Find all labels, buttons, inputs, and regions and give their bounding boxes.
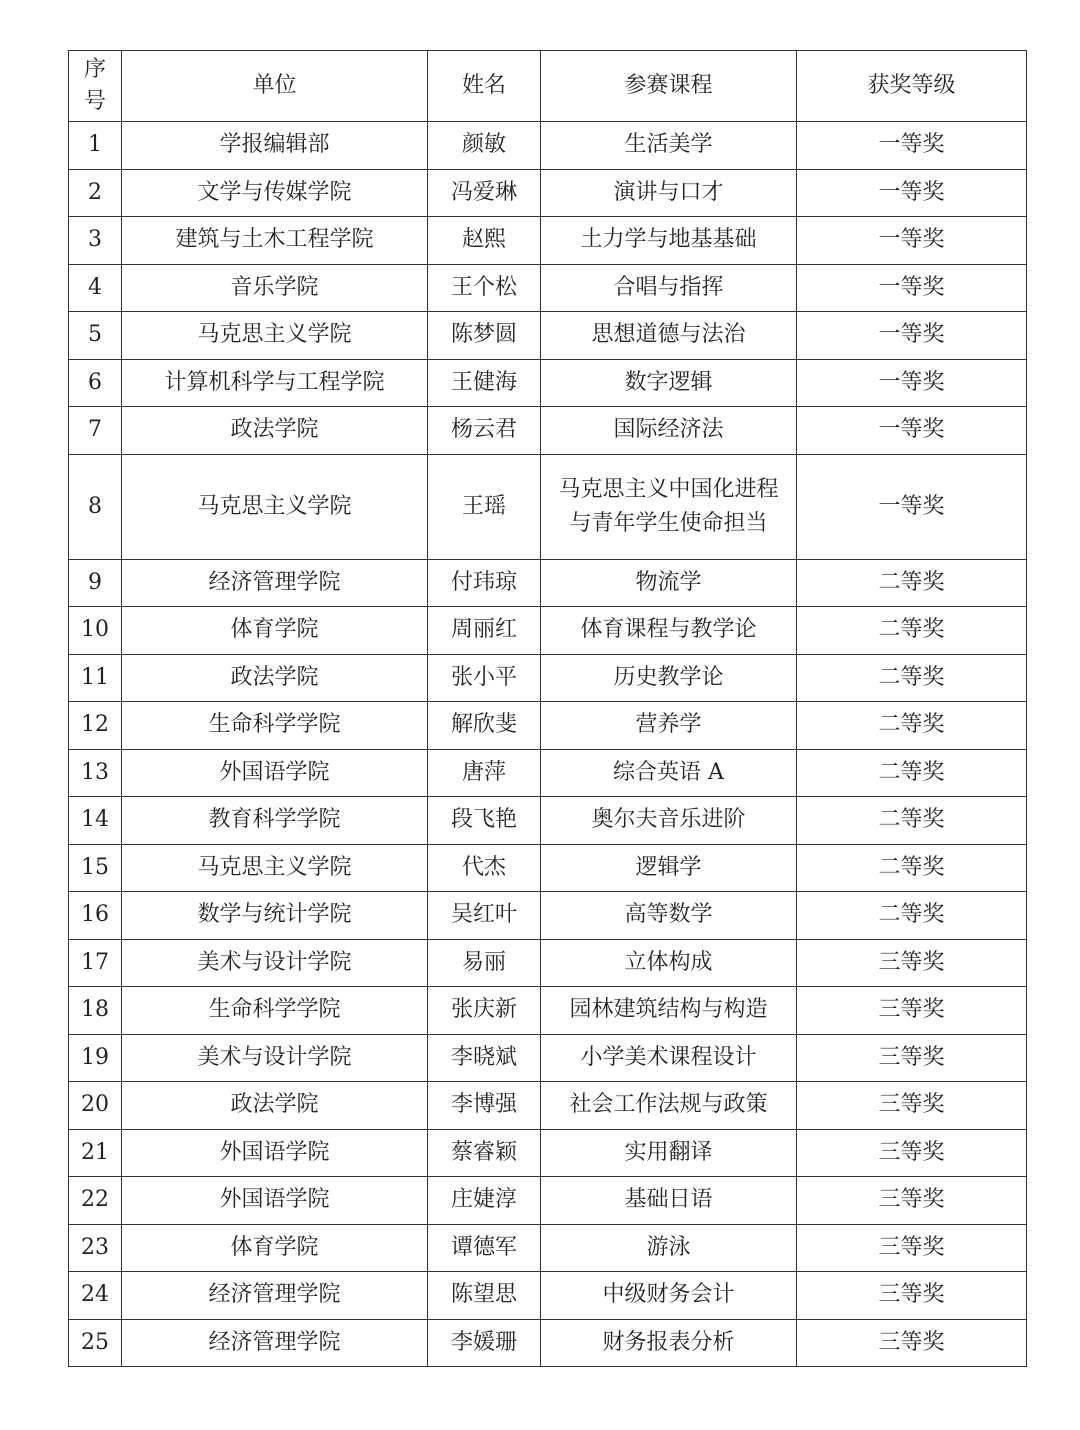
cell-unit: 马克思主义学院	[122, 312, 428, 360]
cell-level: 一等奖	[797, 407, 1027, 455]
cell-level: 三等奖	[797, 1177, 1027, 1225]
cell-course: 合唱与指挥	[541, 264, 797, 312]
cell-no: 21	[69, 1129, 122, 1177]
table-row	[69, 1319, 1027, 1367]
cell-unit: 马克思主义学院	[122, 844, 428, 892]
cell-name: 谭德军	[428, 1224, 541, 1272]
cell-no: 18	[69, 987, 122, 1035]
cell-course: 实用翻译	[541, 1129, 797, 1177]
table-row	[69, 654, 1027, 702]
cell-course: 国际经济法	[541, 407, 797, 455]
cell-unit: 美术与设计学院	[122, 939, 428, 987]
cell-course: 演讲与口才	[541, 169, 797, 217]
cell-course: 土力学与地基基础	[541, 217, 797, 265]
table-body	[69, 122, 1027, 1367]
cell-unit: 政法学院	[122, 654, 428, 702]
cell-name: 易丽	[428, 939, 541, 987]
cell-name: 庄婕淳	[428, 1177, 541, 1225]
header-name: 姓名	[428, 51, 541, 122]
header-course: 参赛课程	[541, 51, 797, 122]
cell-level: 三等奖	[797, 939, 1027, 987]
cell-name: 解欣斐	[428, 702, 541, 750]
cell-unit: 外国语学院	[122, 749, 428, 797]
cell-course: 历史教学论	[541, 654, 797, 702]
cell-level: 二等奖	[797, 702, 1027, 750]
award-table	[68, 50, 1027, 1367]
cell-no: 14	[69, 797, 122, 845]
cell-no: 23	[69, 1224, 122, 1272]
cell-no: 3	[69, 217, 122, 265]
cell-unit: 经济管理学院	[122, 1272, 428, 1320]
cell-name: 王健海	[428, 359, 541, 407]
table-row	[69, 844, 1027, 892]
cell-level: 三等奖	[797, 1082, 1027, 1130]
cell-unit: 外国语学院	[122, 1129, 428, 1177]
cell-no: 1	[69, 122, 122, 170]
cell-course	[541, 454, 797, 559]
cell-name: 陈望思	[428, 1272, 541, 1320]
cell-unit: 计算机科学与工程学院	[122, 359, 428, 407]
table-row	[69, 1272, 1027, 1320]
cell-no: 7	[69, 407, 122, 455]
table-row	[69, 749, 1027, 797]
cell-level: 二等奖	[797, 559, 1027, 607]
table-row	[69, 702, 1027, 750]
cell-name: 代杰	[428, 844, 541, 892]
cell-course: 社会工作法规与政策	[541, 1082, 797, 1130]
cell-course: 体育课程与教学论	[541, 607, 797, 655]
cell-unit: 经济管理学院	[122, 1319, 428, 1367]
cell-course: 园林建筑结构与构造	[541, 987, 797, 1035]
cell-unit: 体育学院	[122, 1224, 428, 1272]
cell-course: 综合英语 A	[541, 749, 797, 797]
cell-course: 奥尔夫音乐进阶	[541, 797, 797, 845]
cell-course: 生活美学	[541, 122, 797, 170]
cell-level: 一等奖	[797, 217, 1027, 265]
cell-course: 中级财务会计	[541, 1272, 797, 1320]
cell-level: 一等奖	[797, 169, 1027, 217]
table-row	[69, 559, 1027, 607]
cell-no: 11	[69, 654, 122, 702]
cell-level: 三等奖	[797, 1272, 1027, 1320]
cell-unit: 政法学院	[122, 407, 428, 455]
cell-no: 16	[69, 892, 122, 940]
cell-course: 立体构成	[541, 939, 797, 987]
cell-course: 数字逻辑	[541, 359, 797, 407]
cell-level: 一等奖	[797, 359, 1027, 407]
table-row	[69, 607, 1027, 655]
cell-unit: 音乐学院	[122, 264, 428, 312]
cell-name: 李晓斌	[428, 1034, 541, 1082]
cell-course: 财务报表分析	[541, 1319, 797, 1367]
cell-no: 25	[69, 1319, 122, 1367]
table-row	[69, 939, 1027, 987]
table-row	[69, 312, 1027, 360]
cell-unit: 政法学院	[122, 1082, 428, 1130]
cell-course: 基础日语	[541, 1177, 797, 1225]
cell-unit: 马克思主义学院	[122, 454, 428, 559]
cell-name: 李媛珊	[428, 1319, 541, 1367]
cell-no: 12	[69, 702, 122, 750]
cell-level: 二等奖	[797, 654, 1027, 702]
cell-no: 17	[69, 939, 122, 987]
cell-no: 4	[69, 264, 122, 312]
table-row	[69, 359, 1027, 407]
cell-course: 小学美术课程设计	[541, 1034, 797, 1082]
cell-name: 李博强	[428, 1082, 541, 1130]
cell-unit: 学报编辑部	[122, 122, 428, 170]
cell-name: 陈梦圆	[428, 312, 541, 360]
table-row	[69, 264, 1027, 312]
cell-level: 一等奖	[797, 264, 1027, 312]
header-unit: 单位	[122, 51, 428, 122]
cell-course: 高等数学	[541, 892, 797, 940]
cell-no: 13	[69, 749, 122, 797]
cell-no: 20	[69, 1082, 122, 1130]
cell-unit: 生命科学学院	[122, 987, 428, 1035]
cell-no: 9	[69, 559, 122, 607]
cell-name: 王个松	[428, 264, 541, 312]
table-row	[69, 1177, 1027, 1225]
cell-no: 19	[69, 1034, 122, 1082]
cell-name: 唐萍	[428, 749, 541, 797]
cell-course: 游泳	[541, 1224, 797, 1272]
cell-name: 蔡睿颖	[428, 1129, 541, 1177]
cell-no: 24	[69, 1272, 122, 1320]
cell-name: 张庆新	[428, 987, 541, 1035]
cell-no: 22	[69, 1177, 122, 1225]
cell-name: 段飞艳	[428, 797, 541, 845]
cell-name: 王瑶	[428, 454, 541, 559]
table-row	[69, 1129, 1027, 1177]
cell-course: 逻辑学	[541, 844, 797, 892]
cell-course: 营养学	[541, 702, 797, 750]
cell-level: 二等奖	[797, 797, 1027, 845]
cell-level: 一等奖	[797, 312, 1027, 360]
cell-level: 三等奖	[797, 987, 1027, 1035]
table-row	[69, 454, 1027, 559]
table-row	[69, 797, 1027, 845]
table-row	[69, 892, 1027, 940]
header-no	[69, 51, 122, 122]
cell-no: 10	[69, 607, 122, 655]
cell-course-text: 马克思主义中国化进程与青年学生使命担当	[558, 476, 779, 536]
cell-name: 吴红叶	[428, 892, 541, 940]
cell-level: 三等奖	[797, 1319, 1027, 1367]
cell-unit: 经济管理学院	[122, 559, 428, 607]
table-row	[69, 1224, 1027, 1272]
cell-no: 15	[69, 844, 122, 892]
cell-name: 赵熙	[428, 217, 541, 265]
table-row	[69, 987, 1027, 1035]
cell-no: 6	[69, 359, 122, 407]
cell-unit: 体育学院	[122, 607, 428, 655]
table-header-row	[69, 51, 1027, 122]
cell-level: 二等奖	[797, 607, 1027, 655]
cell-unit: 文学与传媒学院	[122, 169, 428, 217]
cell-name: 张小平	[428, 654, 541, 702]
cell-name: 杨云君	[428, 407, 541, 455]
cell-level: 三等奖	[797, 1034, 1027, 1082]
cell-unit: 教育科学学院	[122, 797, 428, 845]
table-row	[69, 407, 1027, 455]
cell-level: 二等奖	[797, 892, 1027, 940]
table-row	[69, 1082, 1027, 1130]
cell-name: 周丽红	[428, 607, 541, 655]
cell-no: 2	[69, 169, 122, 217]
cell-unit: 生命科学学院	[122, 702, 428, 750]
table-row	[69, 1034, 1027, 1082]
header-no-label: 序号	[83, 57, 106, 114]
cell-name: 冯爱琳	[428, 169, 541, 217]
cell-no: 5	[69, 312, 122, 360]
table-row	[69, 217, 1027, 265]
cell-unit: 外国语学院	[122, 1177, 428, 1225]
cell-level: 一等奖	[797, 122, 1027, 170]
cell-course: 思想道德与法治	[541, 312, 797, 360]
cell-no: 8	[69, 454, 122, 559]
award-list-page	[68, 50, 1027, 1367]
cell-unit: 数学与统计学院	[122, 892, 428, 940]
cell-course: 物流学	[541, 559, 797, 607]
cell-unit: 美术与设计学院	[122, 1034, 428, 1082]
header-level: 获奖等级	[797, 51, 1027, 122]
cell-unit: 建筑与土木工程学院	[122, 217, 428, 265]
cell-level: 三等奖	[797, 1129, 1027, 1177]
cell-level: 二等奖	[797, 749, 1027, 797]
cell-name: 付玮琼	[428, 559, 541, 607]
table-row	[69, 122, 1027, 170]
cell-level: 一等奖	[797, 454, 1027, 559]
cell-name: 颜敏	[428, 122, 541, 170]
table-row	[69, 169, 1027, 217]
cell-level: 二等奖	[797, 844, 1027, 892]
cell-level: 三等奖	[797, 1224, 1027, 1272]
